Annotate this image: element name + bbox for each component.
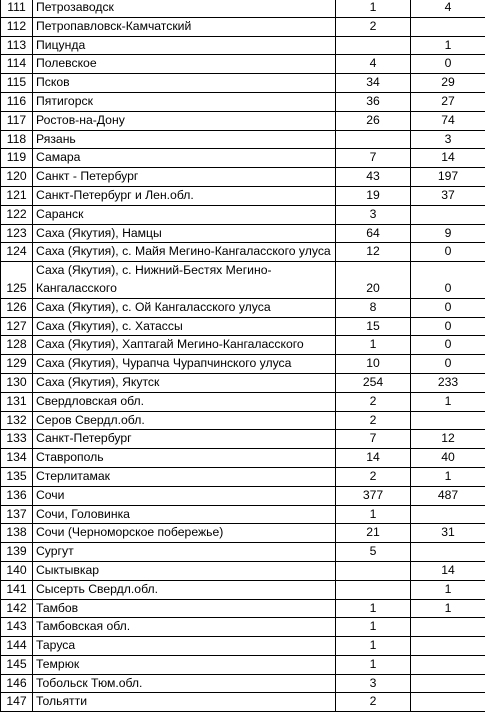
row-number-cell: 120 <box>1 168 33 187</box>
table-row <box>1 336 485 355</box>
value-a-cell: 64 <box>336 224 411 243</box>
city-name-cell: Рязань <box>33 130 336 149</box>
city-name-cell: Саха (Якутия), Якутск <box>33 373 336 392</box>
value-b-cell: 14 <box>411 561 485 580</box>
city-name-cell: Свердловская обл. <box>33 392 336 411</box>
row-number-cell: 138 <box>1 524 33 543</box>
row-number-cell: 136 <box>1 486 33 505</box>
city-name-cell: Саха (Якутия), с. Хатассы <box>33 317 336 336</box>
row-number-cell: 128 <box>1 336 33 355</box>
row-number-cell: 121 <box>1 186 33 205</box>
row-number-cell: 137 <box>1 505 33 524</box>
table-row <box>1 36 485 55</box>
value-b-cell: 0 <box>411 355 485 374</box>
value-a-cell <box>336 130 411 149</box>
value-b-cell: 0 <box>411 55 485 74</box>
value-b-cell: 1 <box>411 392 485 411</box>
table-row <box>1 411 485 430</box>
value-a-cell: 19 <box>336 186 411 205</box>
table-row <box>1 224 485 243</box>
row-number-cell: 140 <box>1 561 33 580</box>
value-a-cell: 1 <box>336 637 411 656</box>
table-row <box>1 580 485 599</box>
table-row <box>1 655 485 674</box>
city-name-cell: Саха (Якутия), с. Майя Мегино-Кангаласского улуса <box>33 243 336 262</box>
value-a-cell: 2 <box>336 392 411 411</box>
value-a-cell: 21 <box>336 524 411 543</box>
row-number-cell: 134 <box>1 449 33 468</box>
city-name-cell: Ставрополь <box>33 449 336 468</box>
value-b-cell: 40 <box>411 449 485 468</box>
table-row <box>1 467 485 486</box>
value-b-cell: 29 <box>411 74 485 93</box>
table-row <box>1 618 485 637</box>
value-b-cell: 197 <box>411 168 485 187</box>
table-row <box>1 111 485 130</box>
value-a-cell: 1 <box>336 655 411 674</box>
table-row <box>1 205 485 224</box>
table-row <box>1 149 485 168</box>
city-name-cell: Ростов-на-Дону <box>33 111 336 130</box>
row-number-cell: 113 <box>1 36 33 55</box>
value-a-cell: 26 <box>336 111 411 130</box>
value-a-cell <box>336 561 411 580</box>
row-number-cell: 143 <box>1 618 33 637</box>
value-b-cell <box>411 618 485 637</box>
value-a-cell: 2 <box>336 467 411 486</box>
row-number-cell: 127 <box>1 317 33 336</box>
table-row <box>1 55 485 74</box>
row-number-cell: 111 <box>1 0 33 17</box>
value-a-cell: 1 <box>336 505 411 524</box>
row-number-cell: 145 <box>1 655 33 674</box>
table-row <box>1 505 485 524</box>
table-row <box>1 298 485 317</box>
value-a-cell: 2 <box>336 693 411 712</box>
row-number-cell: 118 <box>1 130 33 149</box>
row-number-cell: 122 <box>1 205 33 224</box>
value-a-cell: 2 <box>336 17 411 36</box>
value-a-cell: 5 <box>336 543 411 562</box>
row-number-cell: 142 <box>1 599 33 618</box>
table-row <box>1 92 485 111</box>
city-name-cell: Санкт-Петербург <box>33 430 336 449</box>
row-number-cell: 146 <box>1 674 33 693</box>
value-b-cell: 0 <box>411 243 485 262</box>
value-b-cell: 37 <box>411 186 485 205</box>
city-name-cell: Пятигорск <box>33 92 336 111</box>
value-a-cell: 10 <box>336 355 411 374</box>
value-b-cell: 3 <box>411 130 485 149</box>
row-number-cell: 129 <box>1 355 33 374</box>
city-name-cell: Тольятти <box>33 693 336 712</box>
city-name-cell: Тамбовская обл. <box>33 618 336 637</box>
value-a-cell: 12 <box>336 243 411 262</box>
row-number-cell: 124 <box>1 243 33 262</box>
table-row <box>1 373 485 392</box>
value-b-cell: 27 <box>411 92 485 111</box>
city-name-cell: Сысерть Свердл.обл. <box>33 580 336 599</box>
value-b-cell: 0 <box>411 298 485 317</box>
table-row <box>1 524 485 543</box>
value-a-cell: 34 <box>336 74 411 93</box>
city-name-cell: Саха (Якутия), Хаптагай Мегино-Кангаласского <box>33 336 336 355</box>
value-a-cell: 15 <box>336 317 411 336</box>
table-row <box>1 17 485 36</box>
value-b-cell: 14 <box>411 149 485 168</box>
value-b-cell: 74 <box>411 111 485 130</box>
row-number-cell: 139 <box>1 543 33 562</box>
table-row <box>1 449 485 468</box>
row-number-cell: 125 <box>1 262 33 299</box>
row-number-cell: 147 <box>1 693 33 712</box>
city-name-cell: Сочи (Черноморское побережье) <box>33 524 336 543</box>
city-name-cell: Таруса <box>33 637 336 656</box>
table-row <box>1 130 485 149</box>
city-name-cell: Петрозаводск <box>33 0 336 17</box>
value-a-cell: 8 <box>336 298 411 317</box>
value-a-cell: 1 <box>336 336 411 355</box>
value-b-cell: 233 <box>411 373 485 392</box>
table-body <box>1 0 485 712</box>
row-number-cell: 116 <box>1 92 33 111</box>
value-a-cell <box>336 36 411 55</box>
row-number-cell: 133 <box>1 430 33 449</box>
value-b-cell: 9 <box>411 224 485 243</box>
table-row <box>1 693 485 712</box>
table-row <box>1 637 485 656</box>
table-row <box>1 186 485 205</box>
table-row <box>1 486 485 505</box>
value-b-cell: 487 <box>411 486 485 505</box>
value-b-cell: 1 <box>411 580 485 599</box>
value-b-cell: 31 <box>411 524 485 543</box>
city-name-cell: Темрюк <box>33 655 336 674</box>
city-name-cell: Саранск <box>33 205 336 224</box>
value-a-cell: 7 <box>336 149 411 168</box>
value-a-cell: 4 <box>336 55 411 74</box>
value-b-cell: 1 <box>411 599 485 618</box>
table-row <box>1 243 485 262</box>
value-b-cell: 1 <box>411 36 485 55</box>
value-a-cell: 377 <box>336 486 411 505</box>
value-a-cell: 2 <box>336 411 411 430</box>
value-b-cell: 0 <box>411 336 485 355</box>
value-b-cell <box>411 655 485 674</box>
value-b-cell <box>411 505 485 524</box>
table-row <box>1 599 485 618</box>
city-name-cell: Саха (Якутия), с. Нижний-Бестях Мегино-Кангаласского <box>33 262 336 299</box>
table-row <box>1 74 485 93</box>
row-number-cell: 123 <box>1 224 33 243</box>
table-row <box>1 674 485 693</box>
row-number-cell: 144 <box>1 637 33 656</box>
row-number-cell: 131 <box>1 392 33 411</box>
city-name-cell: Санкт - Петербург <box>33 168 336 187</box>
table-row <box>1 317 485 336</box>
value-b-cell <box>411 674 485 693</box>
value-b-cell: 1 <box>411 467 485 486</box>
value-b-cell <box>411 637 485 656</box>
table-row <box>1 543 485 562</box>
city-name-cell: Сочи, Головинка <box>33 505 336 524</box>
table-row <box>1 561 485 580</box>
row-number-cell: 114 <box>1 55 33 74</box>
row-number-cell: 119 <box>1 149 33 168</box>
value-a-cell: 1 <box>336 618 411 637</box>
value-b-cell <box>411 693 485 712</box>
value-b-cell <box>411 543 485 562</box>
city-name-cell: Саха (Якутия), Намцы <box>33 224 336 243</box>
value-a-cell: 254 <box>336 373 411 392</box>
city-name-cell: Серов Свердл.обл. <box>33 411 336 430</box>
city-name-cell: Тамбов <box>33 599 336 618</box>
table-row <box>1 0 485 17</box>
value-a-cell: 14 <box>336 449 411 468</box>
row-number-cell: 126 <box>1 298 33 317</box>
city-name-cell: Саха (Якутия), с. Ой Кангаласского улуса <box>33 298 336 317</box>
table-row <box>1 355 485 374</box>
city-name-cell: Стерлитамак <box>33 467 336 486</box>
value-b-cell <box>411 411 485 430</box>
value-b-cell: 0 <box>411 262 485 299</box>
value-b-cell <box>411 17 485 36</box>
table-row <box>1 168 485 187</box>
city-name-cell: Самара <box>33 149 336 168</box>
value-a-cell: 43 <box>336 168 411 187</box>
table-row <box>1 392 485 411</box>
row-number-cell: 115 <box>1 74 33 93</box>
row-number-cell: 132 <box>1 411 33 430</box>
value-b-cell: 4 <box>411 0 485 17</box>
row-number-cell: 135 <box>1 467 33 486</box>
row-number-cell: 117 <box>1 111 33 130</box>
city-name-cell: Полевское <box>33 55 336 74</box>
city-name-cell: Санкт-Петербург и Лен.обл. <box>33 186 336 205</box>
value-b-cell: 0 <box>411 317 485 336</box>
city-name-cell: Псков <box>33 74 336 93</box>
value-a-cell: 1 <box>336 0 411 17</box>
value-a-cell: 36 <box>336 92 411 111</box>
table-row <box>1 262 485 299</box>
value-a-cell: 1 <box>336 599 411 618</box>
value-a-cell: 7 <box>336 430 411 449</box>
row-number-cell: 112 <box>1 17 33 36</box>
table-row <box>1 430 485 449</box>
value-a-cell <box>336 580 411 599</box>
value-a-cell: 3 <box>336 674 411 693</box>
value-a-cell: 20 <box>336 262 411 299</box>
city-name-cell: Тобольск Тюм.обл. <box>33 674 336 693</box>
value-a-cell: 3 <box>336 205 411 224</box>
city-name-cell: Сочи <box>33 486 336 505</box>
value-b-cell <box>411 205 485 224</box>
value-b-cell: 12 <box>411 430 485 449</box>
city-name-cell: Пицунда <box>33 36 336 55</box>
city-name-cell: Саха (Якутия), Чурапча Чурапчинского улуса <box>33 355 336 374</box>
city-name-cell: Сургут <box>33 543 336 562</box>
row-number-cell: 130 <box>1 373 33 392</box>
city-name-cell: Сыктывкар <box>33 561 336 580</box>
row-number-cell: 141 <box>1 580 33 599</box>
city-name-cell: Петропавловск-Камчатский <box>33 17 336 36</box>
